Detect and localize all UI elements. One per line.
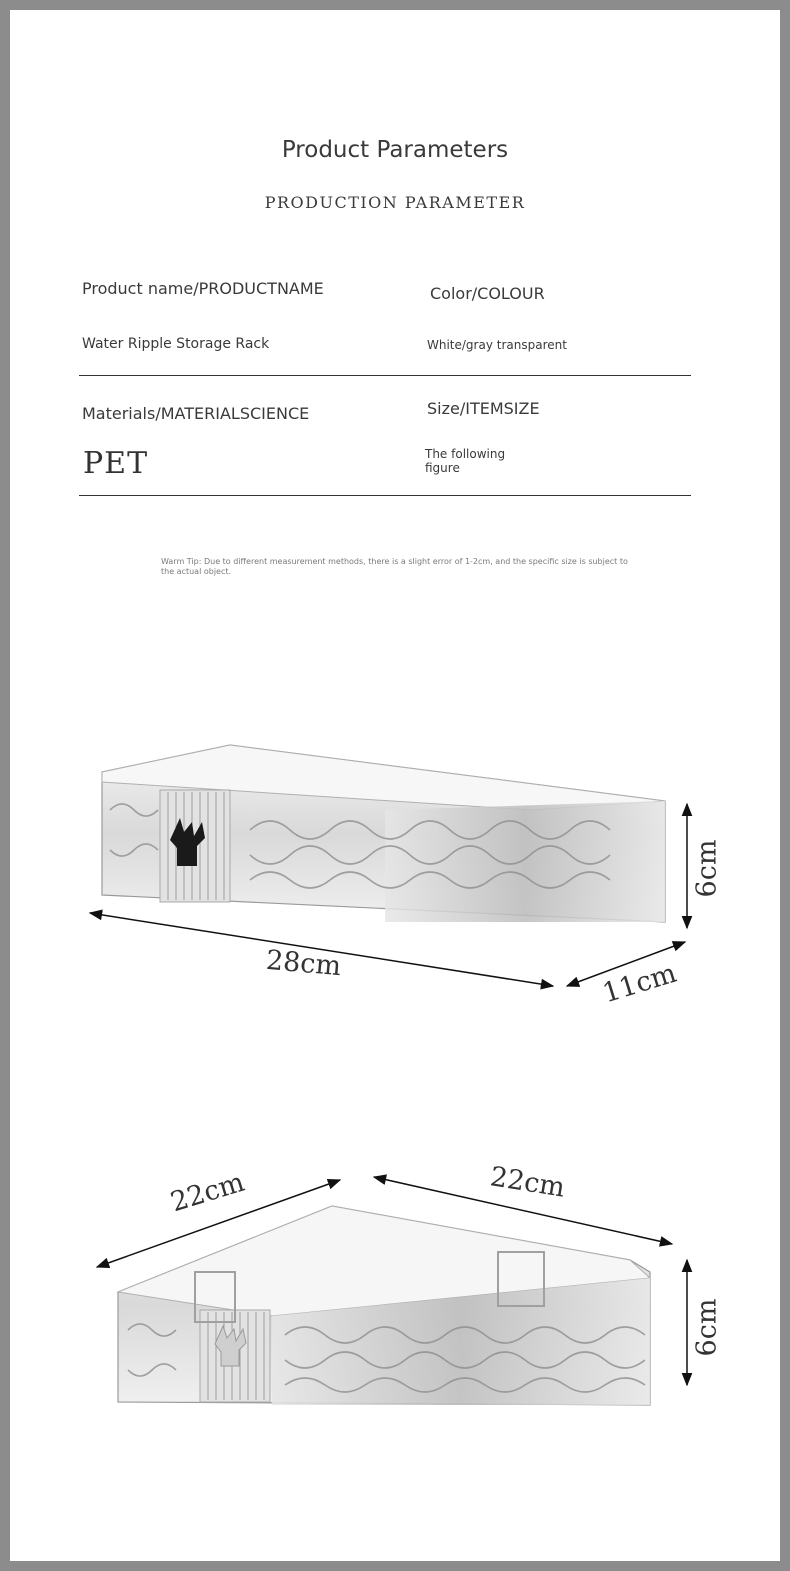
- product-name-label: Product name/PRODUCTNAME: [82, 279, 324, 298]
- color-value: White/gray transparent: [427, 338, 567, 352]
- size-value: The following figure: [425, 447, 506, 475]
- length-label: 28cm: [264, 944, 343, 983]
- product-parameters-page: [10, 10, 780, 1561]
- corner-side-left-label: 22cm: [167, 1166, 248, 1219]
- rect-rack-body: [102, 745, 665, 922]
- height-label: 6cm: [691, 839, 723, 898]
- corner-height-label: 6cm: [691, 1298, 723, 1357]
- materials-value: PET: [83, 446, 149, 481]
- width-label: 11cm: [599, 957, 680, 1010]
- warm-tip: Warm Tip: Due to different measurement methods, there is a slight error of 1-2cm, and the specific size is subject to the actual object.: [161, 557, 628, 576]
- color-label: Color/COLOUR: [430, 284, 545, 303]
- materials-label: Materials/MATERIALSCIENCE: [82, 404, 310, 423]
- corner-rack-body: [118, 1206, 650, 1405]
- size-label: Size/ITEMSIZE: [427, 399, 540, 418]
- rectangular-rack-illustration: [10, 10, 780, 1561]
- corner-side-right-label: 22cm: [488, 1161, 568, 1204]
- page-subtitle: PRODUCTION PARAMETER: [264, 193, 526, 212]
- page-title: Product Parameters: [281, 137, 509, 163]
- product-name-value: Water Ripple Storage Rack: [82, 336, 270, 352]
